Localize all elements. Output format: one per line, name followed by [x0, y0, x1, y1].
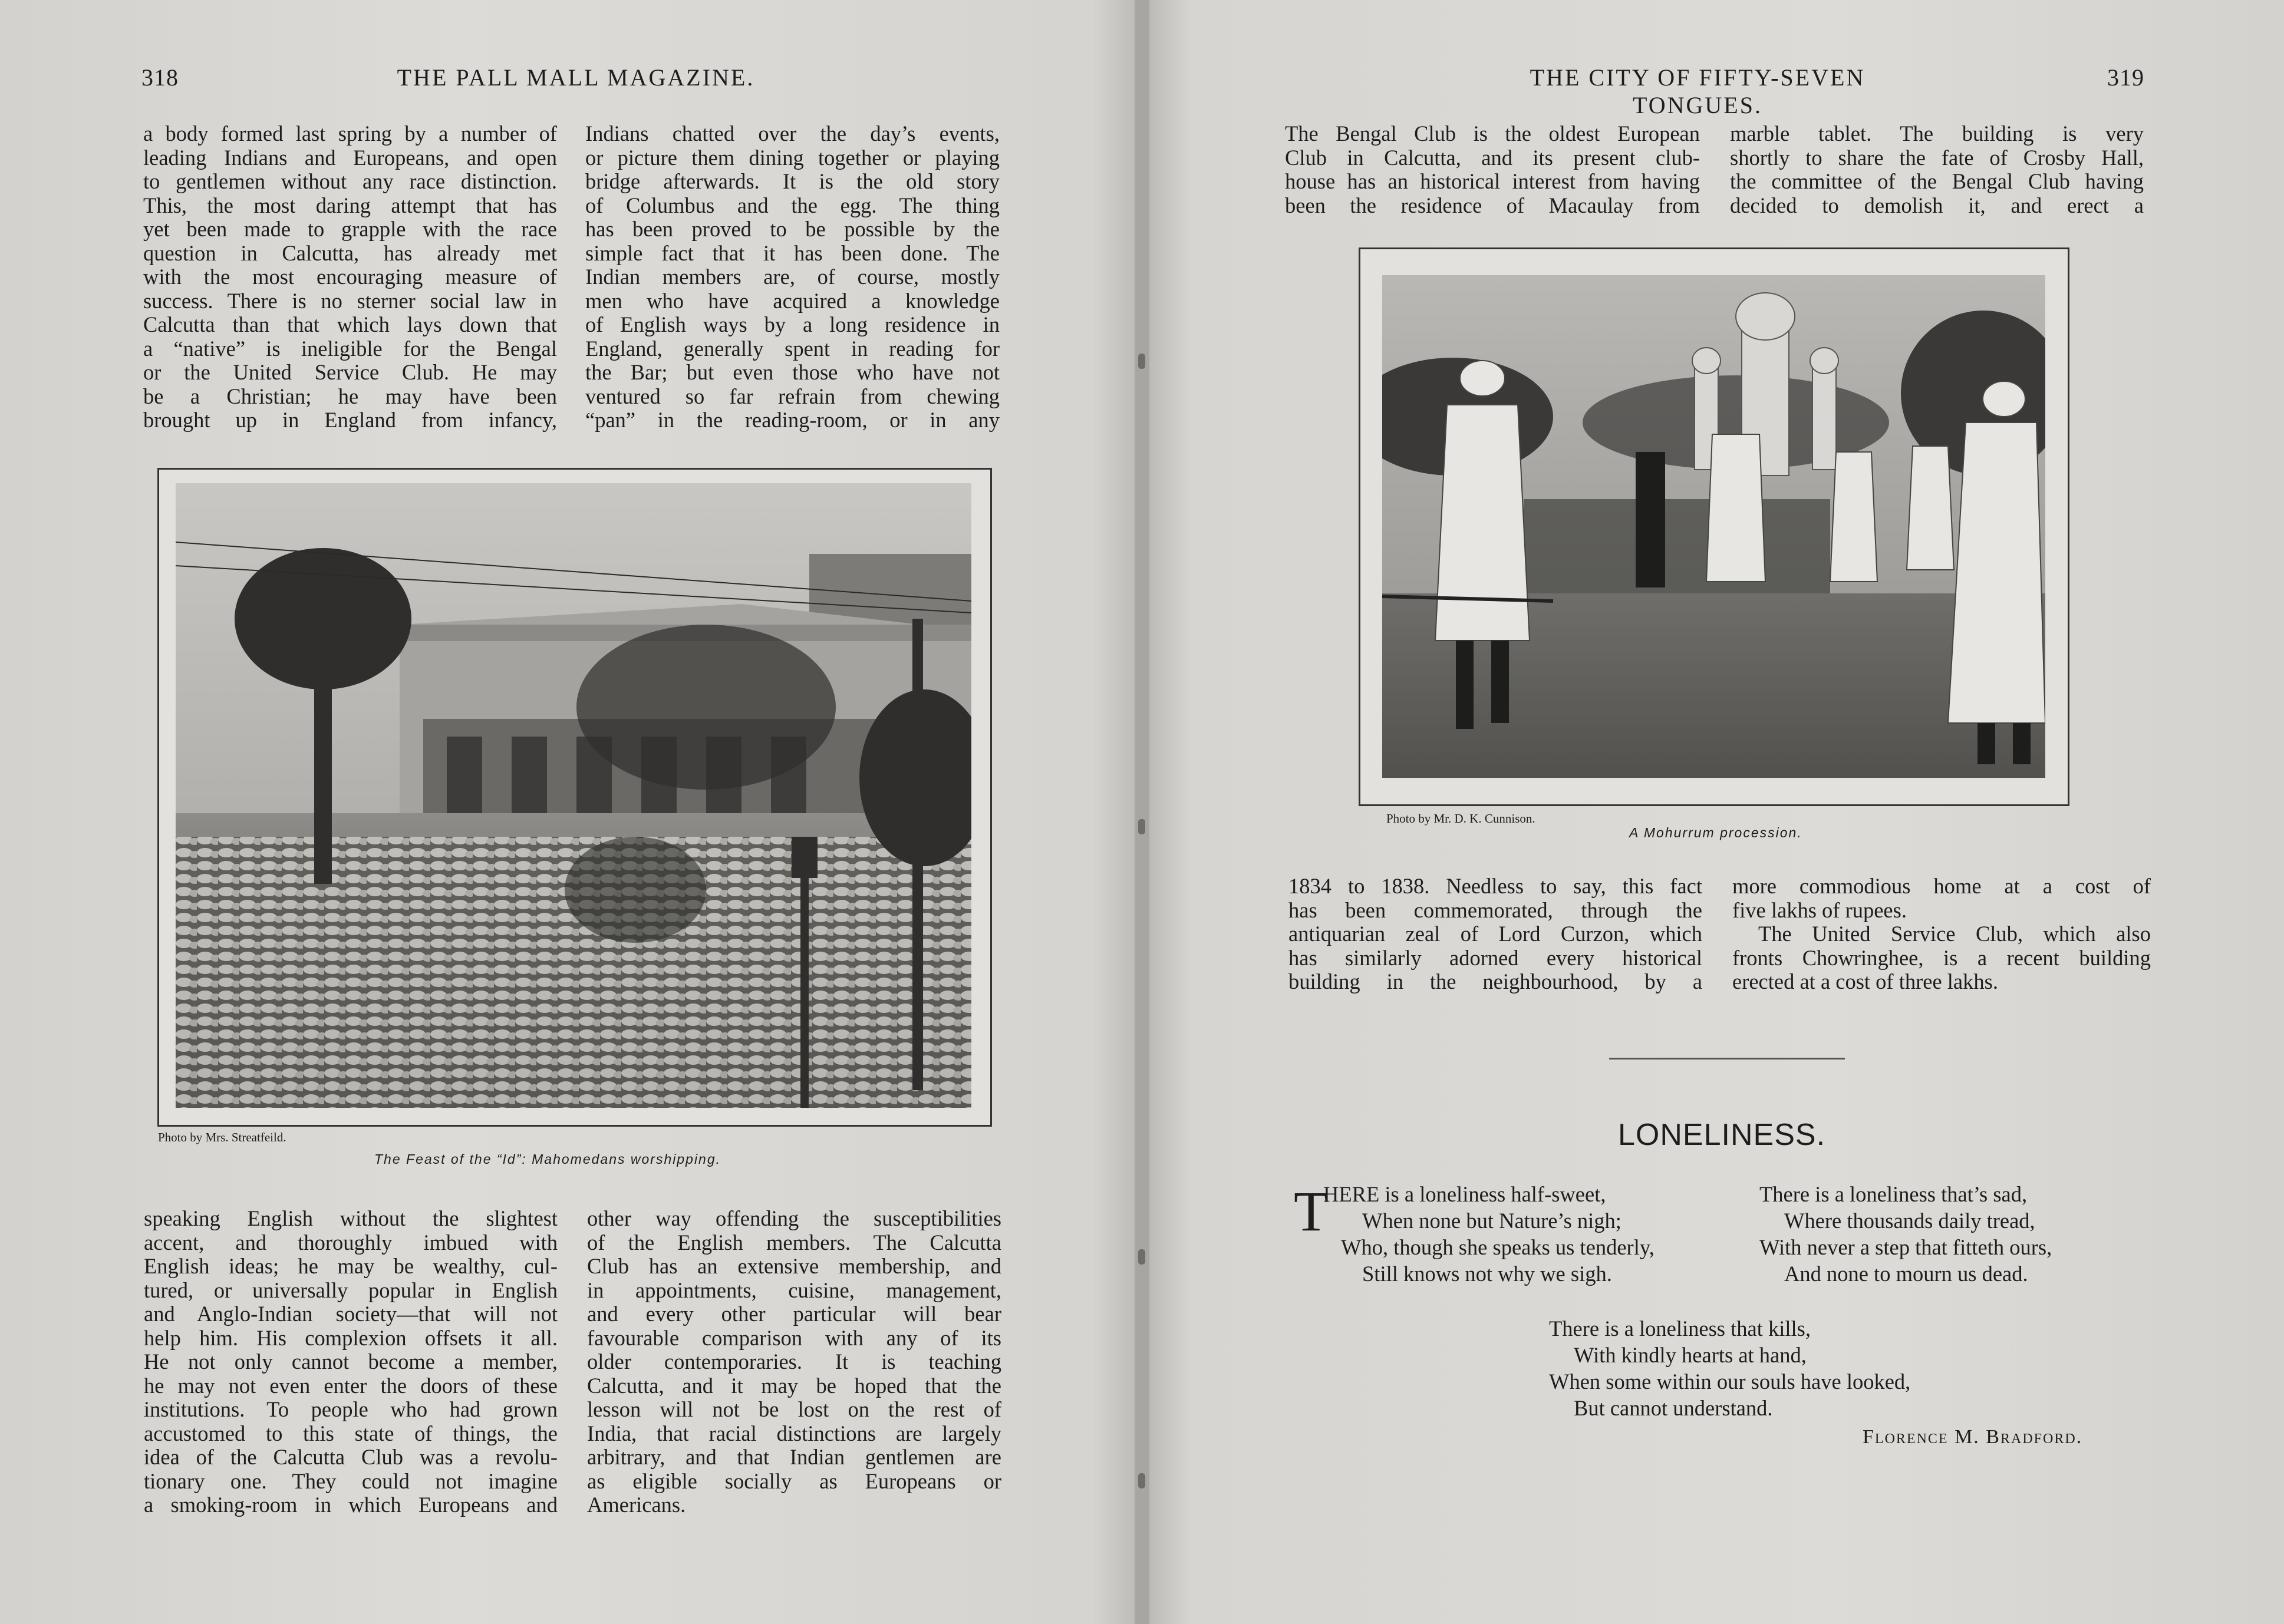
text-line: He not only cannot become a member, [144, 1349, 558, 1374]
text-line: bridge afterwards. It is the old story [585, 169, 1000, 193]
text-line: simple fact that it has been done. The [585, 240, 1000, 265]
text-line: house has an historical interest from having [1285, 169, 1700, 193]
text-line: decided to demolish it, and erect a [1730, 193, 2144, 217]
poem-line: And none to mourn us dead. [1784, 1262, 2028, 1286]
text-line: ventured so far refrain from chewing [585, 384, 1000, 408]
text-line: of English ways by a long residence in [585, 312, 1000, 336]
mosque-worshippers-image [176, 483, 971, 1108]
text-line: shortly to share the fate of Crosby Hall, [1730, 145, 2144, 170]
text-line: Club in Calcutta, and its present club- [1285, 145, 1700, 170]
poem-line: Where thousands daily tread, [1784, 1209, 2035, 1233]
text-line: help him. His complexion offsets it all. [144, 1325, 558, 1350]
text-line: speaking English without the slightest [144, 1206, 558, 1230]
text-line: the Bar; but even those who have not [585, 360, 1000, 384]
text-line: erected at a cost of three lakhs. [1732, 969, 1998, 993]
procession-image [1382, 275, 2045, 778]
text-line: to gentlemen without any race distinction. [143, 169, 557, 193]
poem-line: Who, though she speaks us tenderly, [1341, 1235, 1655, 1259]
poem-author: Florence M. Bradford. [1863, 1426, 2083, 1448]
poem-stanza-1 [1323, 1181, 1655, 1287]
poem-stanza-3 [1549, 1315, 1910, 1421]
poem-title: LONELINESS. [1618, 1118, 1826, 1152]
text-line: and Anglo-Indian society—that will not [144, 1302, 558, 1326]
text-line: England, generally spent in reading for [585, 336, 1000, 361]
text-line: The Bengal Club is the oldest European [1285, 121, 1700, 146]
text-line: a body formed last spring by a number of [143, 121, 557, 146]
photo-caption-right: A Mohurrum procession. [1629, 825, 1802, 840]
poem-stanza-2 [1759, 1181, 2052, 1287]
poem-line: But cannot understand. [1574, 1396, 1773, 1420]
text-line: arbitrary, and that Indian gentlemen are [587, 1445, 1001, 1469]
book-gutter [1135, 0, 1149, 1624]
text-line: leading Indians and Europeans, and open [143, 145, 557, 170]
text-line: as eligible socially as Europeans or [587, 1468, 1001, 1493]
text-line: The United Service Club, which also [1758, 922, 2151, 946]
photo-credit-left: Photo by Mrs. Streatfeild. [158, 1130, 286, 1144]
text-line: a smoking-room in which Europeans and [144, 1493, 558, 1517]
text-line: more commodious home at a cost of [1732, 874, 2151, 898]
text-line: Calcutta than that which lays down that [143, 312, 557, 336]
text-line: he may not even enter the doors of these [144, 1373, 558, 1398]
text-line: or picture them dining together or playing [585, 145, 1000, 170]
poem-line: When none but Nature’s nigh; [1362, 1209, 1621, 1233]
text-line: question in Calcutta, has already met [143, 240, 557, 265]
left-col2-top [585, 122, 1000, 433]
poem-line: HERE is a loneliness half-sweet, [1323, 1182, 1606, 1206]
feast-photo [176, 483, 971, 1108]
text-line: the committee of the Bengal Club having [1730, 169, 2144, 193]
text-line: This, the most daring attempt that has [143, 193, 557, 217]
text-line: with the most encouraging measure of [143, 265, 557, 289]
text-line: English ideas; he may be wealthy, cul- [144, 1254, 558, 1278]
text-line: of Columbus and the egg. The thing [585, 193, 1000, 217]
right-col2-top [1730, 122, 2144, 217]
text-line: five lakhs of rupees. [1732, 897, 1907, 922]
left-col1-bottom [144, 1207, 558, 1517]
text-line: tured, or universally popular in English [144, 1278, 558, 1302]
text-line: accent, and thoroughly imbued with [144, 1230, 558, 1255]
text-line: in appointments, cuisine, management, [587, 1278, 1001, 1302]
text-line: has similarly adorned every historical [1288, 945, 1702, 970]
text-line: Indians chatted over the day’s events, [585, 121, 1000, 146]
text-line: has been proved to be possible by the [585, 217, 1000, 241]
text-line: tionary one. They could not imagine [144, 1468, 558, 1493]
text-line: building in the neighbourhood, by a [1288, 969, 1702, 993]
text-line: Americans. [587, 1493, 686, 1517]
text-line: been the residence of Macaulay from [1285, 193, 1700, 217]
poem-line: With never a step that fitteth ours, [1759, 1235, 2052, 1259]
text-line: brought up in England from infancy, [143, 408, 557, 432]
text-line: marble tablet. The building is very [1730, 121, 2144, 146]
poem-line: With kindly hearts at hand, [1574, 1343, 1807, 1367]
text-line: accustomed to this state of things, the [144, 1421, 558, 1445]
text-line: yet been made to grapple with the race [143, 217, 557, 241]
right-col1-bottom [1288, 874, 1702, 994]
text-line: fronts Chowringhee, is a recent building [1732, 945, 2151, 970]
right-col2-bottom [1732, 874, 2151, 994]
poem-line: Still knows not why we sigh. [1362, 1262, 1612, 1286]
text-line: other way offending the susceptibilities [587, 1206, 1001, 1230]
text-line: antiquarian zeal of Lord Curzon, which [1288, 922, 1702, 946]
page-number-right: 319 [2107, 64, 2144, 91]
section-divider [1609, 1058, 1845, 1059]
right-col1-top [1285, 122, 1700, 217]
text-line: idea of the Calcutta Club was a revolu- [144, 1445, 558, 1469]
drop-cap: T [1294, 1180, 1329, 1243]
procession-photo [1382, 275, 2045, 778]
left-col1-top [143, 122, 557, 433]
text-line: or the United Service Club. He may [143, 360, 557, 384]
text-line: be a Christian; he may have been [143, 384, 557, 408]
text-line: India, that racial distinctions are largely [587, 1421, 1001, 1445]
text-line: has been commemorated, through the [1288, 897, 1702, 922]
poem-line: When some within our souls have looked, [1549, 1369, 1911, 1394]
text-line: Indian members are, of course, mostly [585, 265, 1000, 289]
text-line: older contemporaries. It is teaching [587, 1349, 1001, 1374]
photo-caption-left: The Feast of the “Id”: Mahomedans worshipping. [374, 1151, 721, 1167]
page-number-left: 318 [141, 64, 179, 91]
text-line: and every other particular will bear [587, 1302, 1001, 1326]
text-line: lesson will not be lost on the rest of [587, 1397, 1001, 1421]
text-line: of the English members. The Calcutta [587, 1230, 1001, 1255]
text-line: a “native” is ineligible for the Bengal [143, 336, 557, 361]
text-line: Club has an extensive membership, and [587, 1254, 1001, 1278]
running-head-right: THE CITY OF FIFTY-SEVEN TONGUES. [1530, 64, 1866, 118]
poem-line: There is a loneliness that kills, [1549, 1316, 1811, 1341]
photo-credit-right: Photo by Mr. D. K. Cunnison. [1386, 811, 1535, 826]
text-line: success. There is no sterner social law in [143, 288, 557, 313]
text-line: institutions. To people who had grown [144, 1397, 558, 1421]
poem-line: There is a loneliness that’s sad, [1759, 1182, 2028, 1206]
text-line: Calcutta, and it may be hoped that the [587, 1373, 1001, 1398]
left-col2-bottom [587, 1207, 1001, 1517]
text-line: 1834 to 1838. Needless to say, this fact [1288, 874, 1702, 898]
text-line: men who have acquired a knowledge [585, 288, 1000, 313]
text-line: “pan” in the reading-room, or in any [585, 408, 1000, 432]
text-line: favourable comparison with any of its [587, 1325, 1001, 1350]
running-head-left: THE PALL MALL MAGAZINE. [397, 64, 755, 91]
